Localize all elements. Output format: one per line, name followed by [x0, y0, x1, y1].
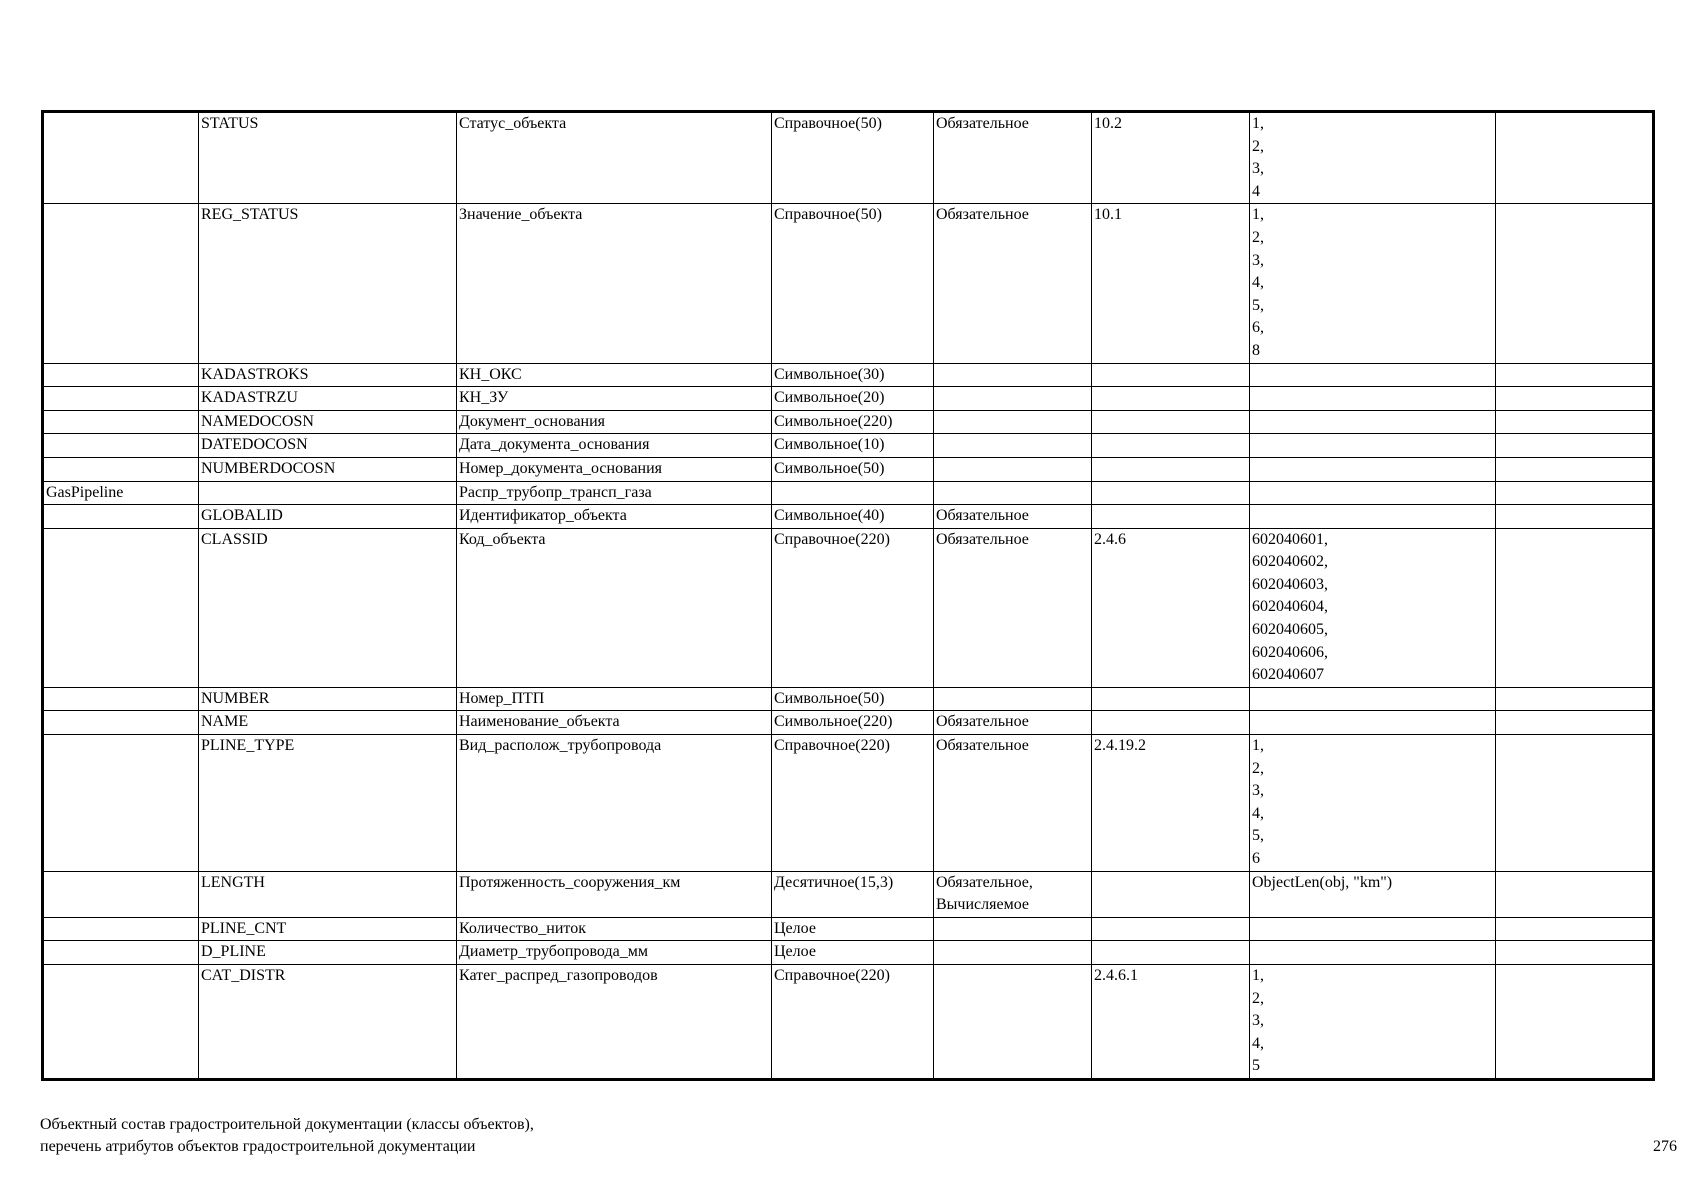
field-alias-cell: Диаметр_трубопровода_мм — [457, 941, 772, 965]
field-type-cell: Символьное(40) — [772, 505, 934, 529]
field-type-cell: Справочное(220) — [772, 528, 934, 687]
reference-cell: 10.2 — [1092, 112, 1250, 204]
field-alias-cell: Идентификатор_объекта — [457, 505, 772, 529]
table-row — [43, 410, 1654, 434]
table-row — [43, 204, 1654, 363]
reference-cell — [1092, 410, 1250, 434]
requirement-cell — [934, 941, 1092, 965]
table-row — [43, 735, 1654, 872]
attribute-table — [41, 110, 1655, 1081]
requirement-cell: Обязательное — [934, 505, 1092, 529]
requirement-cell — [934, 917, 1092, 941]
table-row — [43, 871, 1654, 917]
class-name-cell — [43, 410, 199, 434]
note-cell — [1496, 434, 1654, 458]
requirement-cell — [934, 434, 1092, 458]
table-row — [43, 387, 1654, 411]
class-name-cell — [43, 687, 199, 711]
field-type-cell: Символьное(50) — [772, 687, 934, 711]
reference-cell: 2.4.6.1 — [1092, 964, 1250, 1079]
note-cell — [1496, 410, 1654, 434]
note-cell — [1496, 505, 1654, 529]
note-cell — [1496, 871, 1654, 917]
note-cell — [1496, 687, 1654, 711]
allowed-values-cell — [1250, 505, 1496, 529]
class-name-cell — [43, 112, 199, 204]
footer-line-1: Объектный состав градостроительной документации (классы объектов), — [40, 1116, 534, 1133]
allowed-values-cell: 1, 2, 3, 4, 5, 6, 8 — [1250, 204, 1496, 363]
class-name-cell — [43, 457, 199, 481]
requirement-cell — [934, 687, 1092, 711]
field-name-cell: NAME — [199, 711, 457, 735]
allowed-values-cell: 1, 2, 3, 4 — [1250, 112, 1496, 204]
field-alias-cell: Номер_ПТП — [457, 687, 772, 711]
note-cell — [1496, 941, 1654, 965]
allowed-values-cell — [1250, 687, 1496, 711]
field-name-cell: KADASTRZU — [199, 387, 457, 411]
field-alias-cell: Дата_документа_основания — [457, 434, 772, 458]
field-alias-cell: Номер_документа_основания — [457, 457, 772, 481]
note-cell — [1496, 481, 1654, 505]
requirement-cell: Обязательное — [934, 204, 1092, 363]
field-name-cell: GLOBALID — [199, 505, 457, 529]
field-type-cell: Справочное(50) — [772, 112, 934, 204]
field-type-cell: Символьное(20) — [772, 387, 934, 411]
class-name-cell — [43, 363, 199, 387]
note-cell — [1496, 363, 1654, 387]
field-alias-cell: Протяженность_сооружения_км — [457, 871, 772, 917]
allowed-values-cell — [1250, 387, 1496, 411]
requirement-cell — [934, 410, 1092, 434]
field-name-cell: DATEDOCOSN — [199, 434, 457, 458]
field-type-cell: Справочное(50) — [772, 204, 934, 363]
allowed-values-cell: 602040601, 602040602, 602040603, 602040604, 602040605, 602040606, 602040607 — [1250, 528, 1496, 687]
requirement-cell: Обязательное — [934, 528, 1092, 687]
allowed-values-cell — [1250, 941, 1496, 965]
note-cell — [1496, 528, 1654, 687]
note-cell — [1496, 964, 1654, 1079]
allowed-values-cell — [1250, 434, 1496, 458]
table-row — [43, 481, 1654, 505]
requirement-cell: Обязательное, Вычисляемое — [934, 871, 1092, 917]
table-row — [43, 687, 1654, 711]
field-name-cell: KADASTROKS — [199, 363, 457, 387]
requirement-cell: Обязательное — [934, 735, 1092, 872]
field-name-cell: D_PLINE — [199, 941, 457, 965]
reference-cell — [1092, 917, 1250, 941]
field-type-cell: Десятичное(15,3) — [772, 871, 934, 917]
class-name-cell — [43, 204, 199, 363]
table-row — [43, 917, 1654, 941]
requirement-cell — [934, 363, 1092, 387]
field-type-cell: Символьное(10) — [772, 434, 934, 458]
class-name-cell — [43, 871, 199, 917]
table-row — [43, 964, 1654, 1079]
field-type-cell: Символьное(30) — [772, 363, 934, 387]
field-alias-cell: Вид_располож_трубопровода — [457, 735, 772, 872]
attribute-table-body — [43, 112, 1654, 1080]
class-name-cell — [43, 505, 199, 529]
class-name-cell — [43, 387, 199, 411]
requirement-cell — [934, 964, 1092, 1079]
class-name-cell — [43, 735, 199, 872]
field-type-cell: Целое — [772, 941, 934, 965]
field-name-cell: NUMBER — [199, 687, 457, 711]
reference-cell: 2.4.6 — [1092, 528, 1250, 687]
page-number: 276 — [1653, 1138, 1677, 1155]
class-name-cell: GasPipeline — [43, 481, 199, 505]
field-type-cell: Справочное(220) — [772, 735, 934, 872]
class-name-cell — [43, 434, 199, 458]
field-name-cell: PLINE_TYPE — [199, 735, 457, 872]
reference-cell — [1092, 434, 1250, 458]
field-alias-cell: Документ_основания — [457, 410, 772, 434]
class-name-cell — [43, 941, 199, 965]
requirement-cell — [934, 481, 1092, 505]
reference-cell — [1092, 941, 1250, 965]
table-row — [43, 711, 1654, 735]
allowed-values-cell — [1250, 917, 1496, 941]
table-row — [43, 457, 1654, 481]
requirement-cell: Обязательное — [934, 711, 1092, 735]
note-cell — [1496, 457, 1654, 481]
allowed-values-cell: 1, 2, 3, 4, 5, 6 — [1250, 735, 1496, 872]
reference-cell — [1092, 687, 1250, 711]
class-name-cell — [43, 964, 199, 1079]
allowed-values-cell — [1250, 457, 1496, 481]
allowed-values-cell: ObjectLen(obj, "km") — [1250, 871, 1496, 917]
footer-line-2: перечень атрибутов объектов градостроительной документации — [40, 1138, 476, 1155]
class-name-cell — [43, 528, 199, 687]
field-name-cell: CLASSID — [199, 528, 457, 687]
note-cell — [1496, 917, 1654, 941]
field-name-cell: LENGTH — [199, 871, 457, 917]
document-footer — [40, 1114, 534, 1158]
field-type-cell: Символьное(220) — [772, 410, 934, 434]
field-alias-cell: Статус_объекта — [457, 112, 772, 204]
field-name-cell: NUMBERDOCOSN — [199, 457, 457, 481]
field-name-cell: NAMEDOCOSN — [199, 410, 457, 434]
table-row — [43, 363, 1654, 387]
field-type-cell: Целое — [772, 917, 934, 941]
note-cell — [1496, 387, 1654, 411]
reference-cell — [1092, 505, 1250, 529]
allowed-values-cell: 1, 2, 3, 4, 5 — [1250, 964, 1496, 1079]
field-type-cell: Справочное(220) — [772, 964, 934, 1079]
requirement-cell — [934, 457, 1092, 481]
class-name-cell — [43, 711, 199, 735]
reference-cell — [1092, 363, 1250, 387]
field-type-cell — [772, 481, 934, 505]
field-name-cell: REG_STATUS — [199, 204, 457, 363]
field-name-cell: CAT_DISTR — [199, 964, 457, 1079]
allowed-values-cell — [1250, 410, 1496, 434]
field-type-cell: Символьное(50) — [772, 457, 934, 481]
requirement-cell: Обязательное — [934, 112, 1092, 204]
note-cell — [1496, 204, 1654, 363]
allowed-values-cell — [1250, 711, 1496, 735]
reference-cell — [1092, 871, 1250, 917]
class-name-cell — [43, 917, 199, 941]
reference-cell — [1092, 457, 1250, 481]
field-name-cell: PLINE_CNT — [199, 917, 457, 941]
field-name-cell — [199, 481, 457, 505]
table-row — [43, 528, 1654, 687]
table-row — [43, 434, 1654, 458]
reference-cell: 2.4.19.2 — [1092, 735, 1250, 872]
field-alias-cell: Код_объекта — [457, 528, 772, 687]
field-name-cell: STATUS — [199, 112, 457, 204]
field-alias-cell: Наименование_объекта — [457, 711, 772, 735]
table-row — [43, 941, 1654, 965]
table-row — [43, 505, 1654, 529]
requirement-cell — [934, 387, 1092, 411]
reference-cell — [1092, 387, 1250, 411]
field-alias-cell: КН_ОКС — [457, 363, 772, 387]
field-type-cell: Символьное(220) — [772, 711, 934, 735]
note-cell — [1496, 735, 1654, 872]
reference-cell — [1092, 711, 1250, 735]
allowed-values-cell — [1250, 363, 1496, 387]
table-row — [43, 112, 1654, 204]
allowed-values-cell — [1250, 481, 1496, 505]
field-alias-cell: Значение_объекта — [457, 204, 772, 363]
field-alias-cell: Количество_ниток — [457, 917, 772, 941]
note-cell — [1496, 711, 1654, 735]
field-alias-cell: Катег_распред_газопроводов — [457, 964, 772, 1079]
field-alias-cell: КН_ЗУ — [457, 387, 772, 411]
note-cell — [1496, 112, 1654, 204]
reference-cell — [1092, 481, 1250, 505]
field-alias-cell: Распр_трубопр_трансп_газа — [457, 481, 772, 505]
reference-cell: 10.1 — [1092, 204, 1250, 363]
